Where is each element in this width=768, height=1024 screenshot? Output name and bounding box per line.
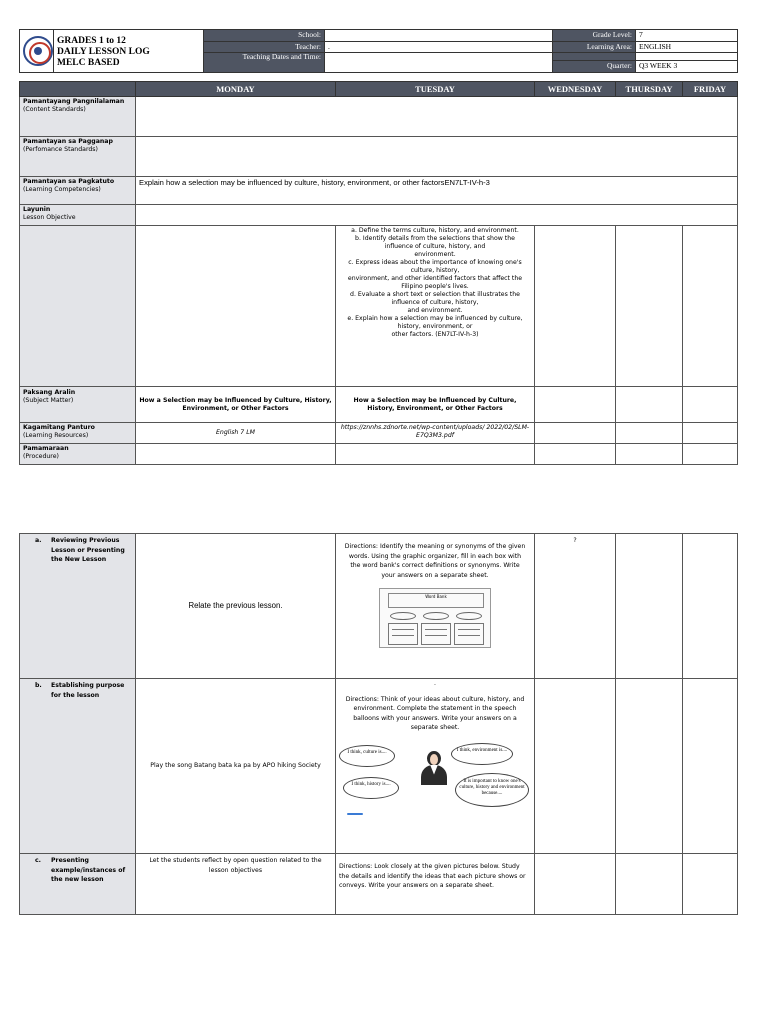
school-label: School: [204,30,325,42]
row-label-resources: Kagamitang Panturo (Learning Resources) [20,423,136,444]
subject-matter-tuesday: How a Selection may be Influenced by Culture, History, Environment, or Other Factors [336,387,535,423]
balloon-culture: I think, culture is.... [339,745,395,767]
quarter-label: Quarter: [553,61,636,73]
procedure-label-a: a. Reviewing Previous Lesson or Presenting the New Lesson [20,534,136,679]
dates-label: Teaching Dates and Time: [204,53,325,73]
header-table [19,29,738,73]
school-value [325,30,553,42]
seal-icon [23,36,53,66]
woman-illustration [419,751,449,791]
procedure-label-c: c. Presenting example/instances of the new lesson [20,854,136,915]
objectives-label-cell [20,226,136,387]
row-label-procedure: Pamamaraan (Procedure) [20,444,136,465]
procedure-a-monday: Relate the previous lesson. [136,534,336,679]
procedure-b-monday: Play the song Batang bata ka pa by APO hiking Society [136,679,336,854]
deped-logo [20,30,54,73]
procedure-c-monday: Let the students reflect by open question related to the lesson objectives [136,854,336,915]
procedure-c-tuesday: Directions: Look closely at the given pictures below. Study the details and identify the ideas that each picture shows or conveys. Write your answers on a separate sheet. [336,854,535,915]
area-value: ENGLISH [636,41,738,53]
day-header-tuesday: TUESDAY [336,82,535,97]
speech-balloons-illustration [339,743,531,815]
grade-value: 7 [636,30,738,42]
subject-matter-monday: How a Selection may be Influenced by Culture, History, Environment, or Other Factors [136,387,336,423]
dates-value [325,53,553,73]
balloon-environment: I think, environment is.... [451,743,513,765]
objective-cell [136,205,738,226]
corner-header [20,82,136,97]
day-header-thursday: THURSDAY [616,82,683,97]
objectives-monday [136,226,336,387]
balloon-history: I think, history is.... [343,777,399,799]
procedure-a-wednesday: ? [535,534,616,679]
row-label-performance-standards: Pamantayan sa Pagganap (Perfomance Standards) [20,137,136,177]
row-label-content-standards: Pamantayang Pangnilalaman (Content Standards) [20,97,136,137]
log-title: GRADES 1 to 12 DAILY LESSON LOG MELC BASED [54,30,204,73]
resources-monday: English 7 LM [136,423,336,444]
grade-label: Grade Level: [553,30,636,42]
balloon-importance: It is important to know one's culture, history and environment because.... [455,773,529,807]
area-label: Learning Area: [553,41,636,53]
procedure-label-b: b. Establishing purpose for the lesson [20,679,136,854]
word-bank-box: Word Bank [388,593,484,608]
day-header-monday: MONDAY [136,82,336,97]
row-label-competencies: Pamantayan sa Pagkatuto (Learning Competencies) [20,177,136,205]
competencies-cell: Explain how a selection may be influenced by culture, history, environment, or other factorsEN7LT-IV-h-3 [136,177,738,205]
teacher-label: Teacher: [204,41,325,53]
performance-standards-cell [136,137,738,177]
teacher-value: . [325,41,553,53]
row-label-subject-matter: Paksang Aralin (Subject Matter) [20,387,136,423]
day-header-friday: FRIDAY [683,82,738,97]
content-standards-cell [136,97,738,137]
procedure-table [19,533,738,915]
objectives-tuesday: a. Define the terms culture, history, and environment. b. Identify details from the selections that show the influence of culture, history, and environment. c. Express ideas about the importance of knowing one's culture, history, environment, and other identified factors that affect the Filipino people's lives. d. Evaluate a short text or selection that illustrates the influence of culture, history, and environment. e. Explain how a selection may be influenced by culture, history, environment, or other factors. (EN7LT-IV-h-3) [336,226,535,387]
resources-tuesday-link[interactable]: https://znnhs.zdnorte.net/wp-content/uploads/ 2022/02/SLM-E7Q3M3.pdf [336,423,535,444]
quarter-value: Q3 WEEK 3 [636,61,738,73]
graphic-organizer-worksheet [379,588,491,648]
procedure-b-tuesday: · Directions: Think of your ideas about culture, history, and environment. Complete the statement in the speech balloons with your answers. Write your answers on a separate sheet. I think, culture is.... I think, environment is.... I think, history is.... It is important to know one's culture, history and environment because.... [336,679,535,854]
lesson-log-table [19,81,738,465]
row-label-objective: Layunin Lesson Objective [20,205,136,226]
procedure-a-tuesday: Directions: Identify the meaning or synonyms of the given words. Using the graphic organizer, fill in each box with the word bank's correct definitions or synonyms. Write your answers on a separate sheet. Word Bank [336,534,535,679]
day-header-wednesday: WEDNESDAY [535,82,616,97]
